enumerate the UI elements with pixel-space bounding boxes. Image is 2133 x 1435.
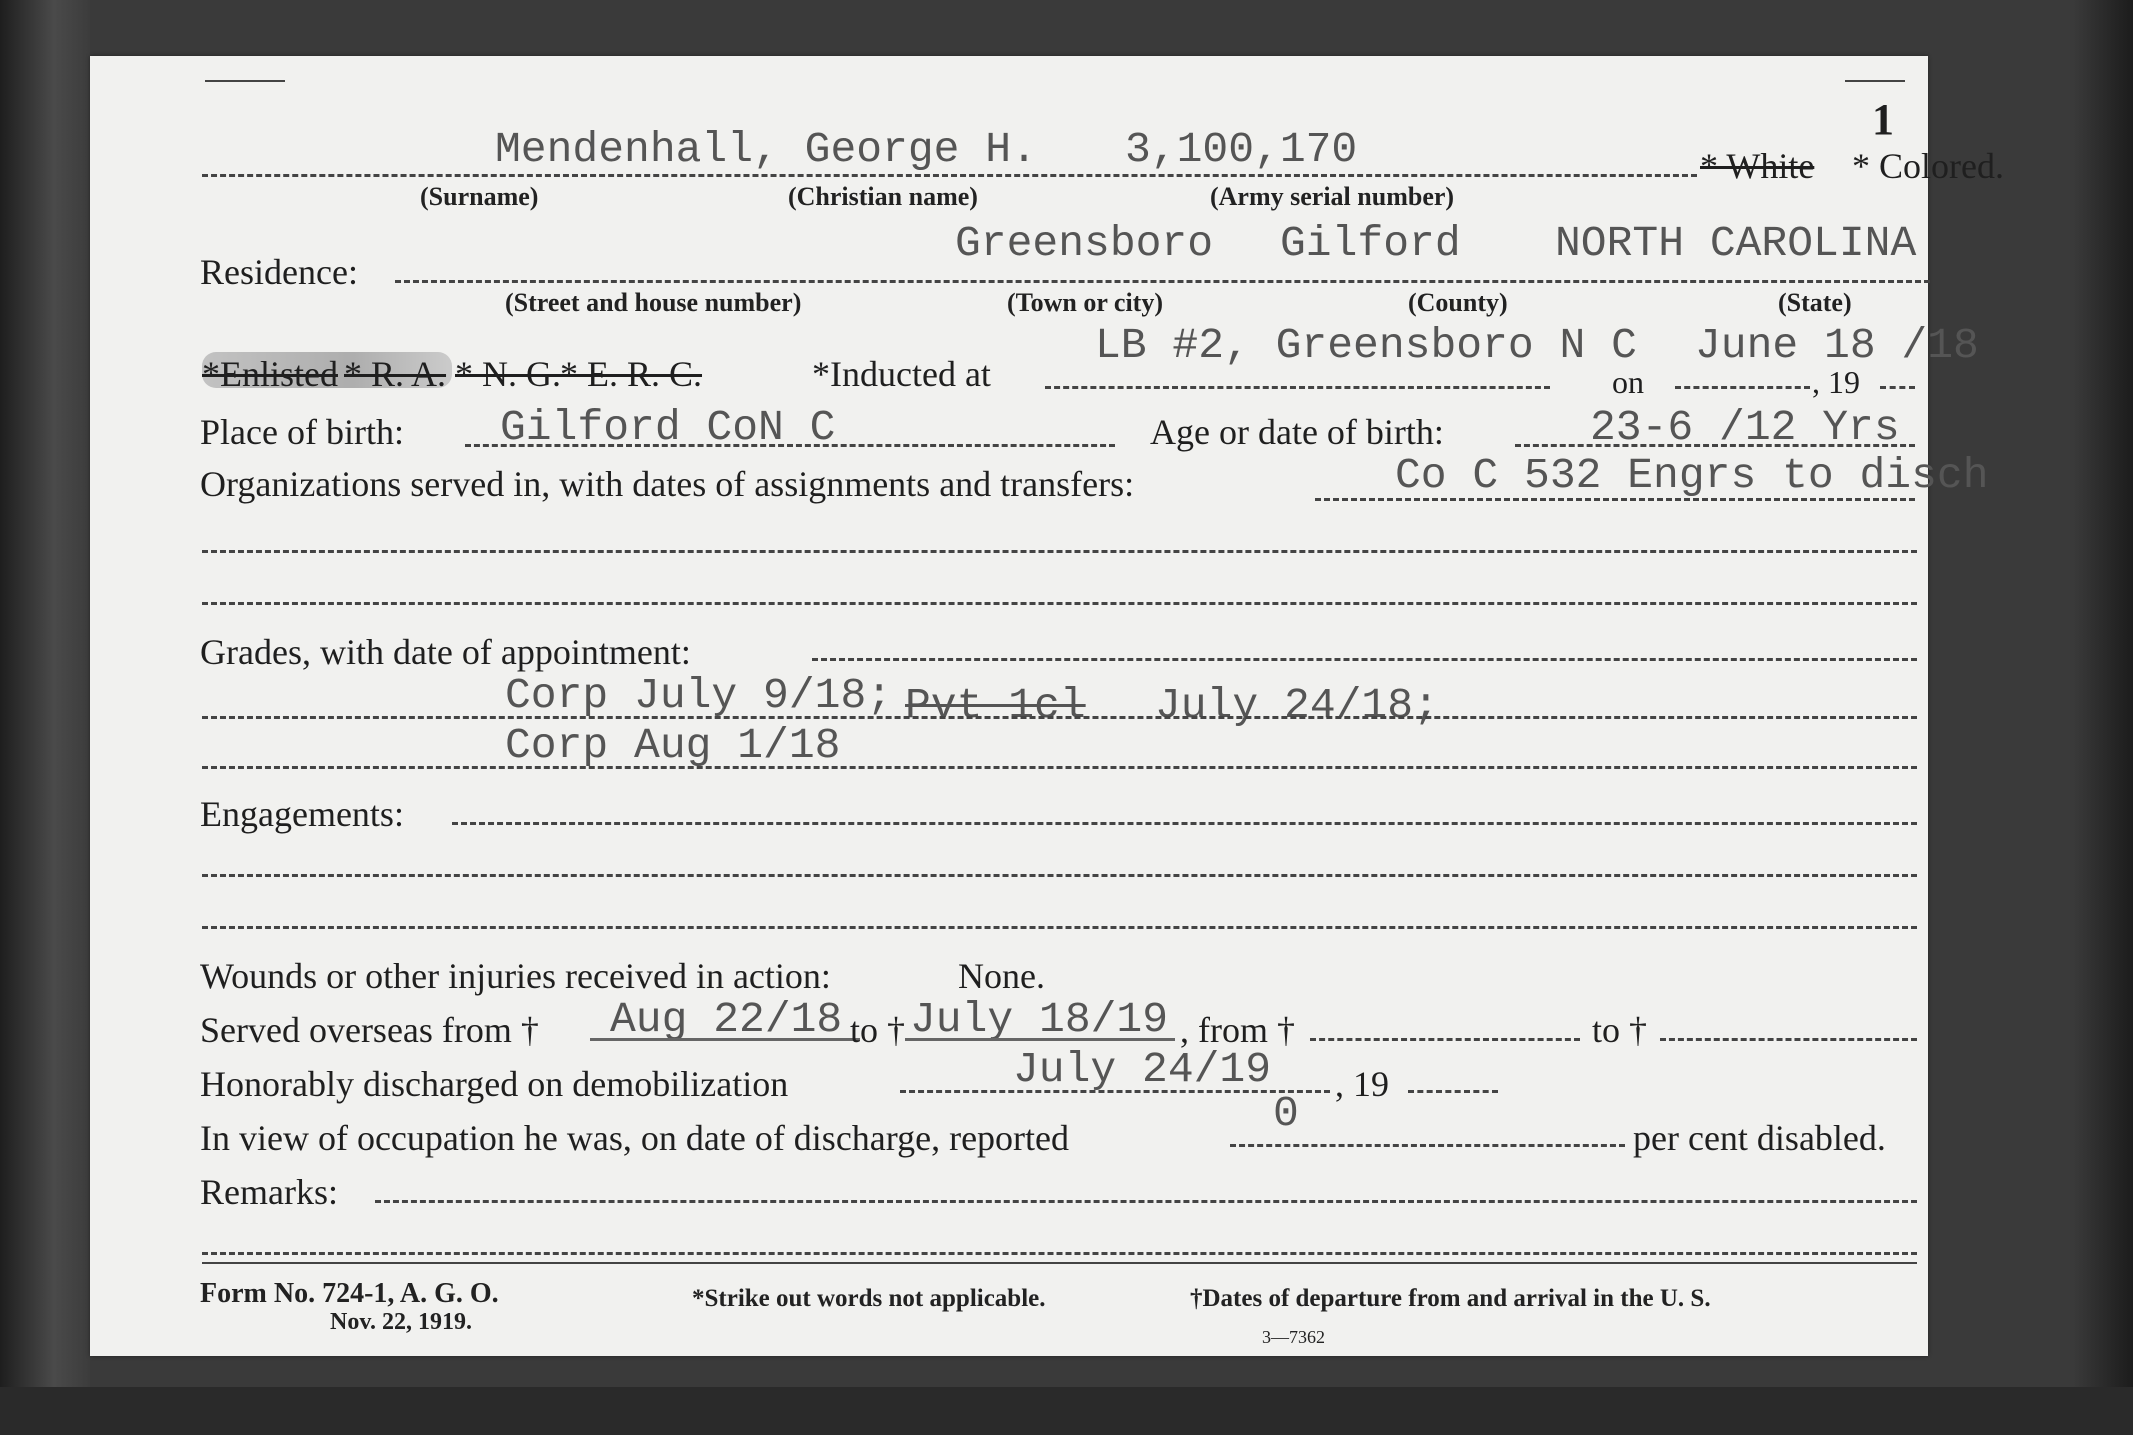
form-number: Form No. 724-1, A. G. O.: [200, 1278, 499, 1309]
dates-note: †Dates of departure from and arrival in the U. S.: [1190, 1285, 1711, 1312]
induction-date: June 18 /18: [1695, 321, 1979, 370]
place-of-birth: Gilford CoN C: [500, 403, 836, 452]
enlisted-struck: *Enlisted: [202, 354, 338, 394]
discharge-date: July 24/19: [1013, 1045, 1272, 1094]
organizations-line-3: [202, 602, 1917, 605]
overseas-from2-line: [1310, 1038, 1580, 1041]
discharge-year-line: [1408, 1090, 1498, 1093]
strike-note: *Strike out words not applicable.: [692, 1285, 1046, 1312]
residence-state: NORTH CAROLINA: [1555, 219, 1917, 268]
disability-percent: 0: [1273, 1089, 1299, 1138]
organizations-line-2: [202, 550, 1917, 553]
discharge-year-label: , 19: [1335, 1064, 1389, 1104]
place-of-birth-label: Place of birth:: [200, 412, 404, 452]
remarks-label: Remarks:: [200, 1172, 338, 1212]
overseas-from-line: [590, 1038, 860, 1041]
race-white-struck: * White: [1700, 146, 1815, 186]
service-record-card: [90, 56, 2004, 1356]
grade-july-24: July 24/18;: [1155, 681, 1439, 730]
label-county: (County): [1408, 288, 1508, 317]
label-street: (Street and house number): [505, 288, 802, 317]
discharge-label: Honorably discharged on demobilization: [200, 1064, 789, 1104]
wounds-label: Wounds or other injuries received in action:: [200, 956, 831, 996]
disability-suffix: per cent disabled.: [1633, 1118, 1886, 1158]
year-label-induction: , 19: [1812, 364, 1860, 400]
inducted-line: [1045, 386, 1550, 389]
discharge-line: [900, 1090, 1330, 1093]
age-line: [1515, 444, 1915, 447]
disability-line: [1230, 1144, 1625, 1147]
on-label: on: [1612, 364, 1644, 400]
overseas-to2-line: [1660, 1038, 1917, 1041]
grades-line-1: [812, 658, 1917, 661]
grades-line-3: [202, 766, 1917, 769]
overseas-to-label: to †: [850, 1010, 906, 1050]
overseas-to-line: [905, 1038, 1175, 1041]
grades-line-2: [202, 716, 1917, 719]
overseas-to2-label: to †: [1592, 1010, 1648, 1050]
wounds-value: None.: [958, 956, 1045, 996]
grade-pvt-1cl-struck: Pvt 1cl: [905, 681, 1086, 730]
disability-label: In view of occupation he was, on date of discharge, reported: [200, 1118, 1070, 1158]
remarks-line-2: [202, 1252, 1917, 1255]
label-serial-number: (Army serial number): [1210, 182, 1455, 211]
grade-corp-july: Corp July 9/18;: [505, 671, 893, 720]
scan-left-edge: [0, 0, 90, 1435]
scan-right-edge: [2073, 0, 2133, 1435]
organizations-line-1: [1315, 498, 1915, 501]
label-state: (State): [1778, 288, 1852, 317]
residence-label: Residence:: [200, 252, 358, 292]
inducted-label: *Inducted at: [812, 354, 991, 394]
label-surname: (Surname): [420, 182, 539, 211]
ra-struck: * R. A.: [344, 354, 447, 394]
age-value: 23-6 /12 Yrs: [1590, 403, 1900, 452]
organizations-value: Co C 532 Engrs to disch: [1395, 451, 1989, 500]
grades-label: Grades, with date of appointment:: [200, 632, 691, 672]
form-date: Nov. 22, 1919.: [330, 1309, 473, 1335]
organizations-label: Organizations served in, with dates of assignments and transfers:: [200, 464, 1135, 504]
erc-struck: * E. R. C.: [560, 354, 703, 394]
grade-corp-aug: Corp Aug 1/18: [505, 721, 841, 770]
label-town: (Town or city): [1007, 288, 1163, 317]
engagements-label: Engagements:: [200, 794, 404, 834]
label-christian-name: (Christian name): [788, 182, 978, 211]
overseas-from-date: Aug 22/18: [610, 995, 843, 1044]
overseas-from2-label: , from †: [1180, 1010, 1295, 1050]
remarks-line-1: [375, 1200, 1917, 1203]
on-line: [1675, 386, 1810, 389]
army-serial-number: 3,100,170: [1125, 125, 1358, 174]
year-line-induction: [1880, 386, 1915, 389]
overseas-label: Served overseas from †: [200, 1010, 539, 1050]
top-left-rule: [205, 80, 285, 82]
name-line: [202, 174, 1697, 177]
engagements-line-3: [202, 926, 1917, 929]
footer-rule: [202, 1262, 1917, 1264]
card-number: 1: [1872, 95, 1894, 144]
residence-county: Gilford: [1280, 219, 1461, 268]
scan-bottom-edge: [0, 1387, 2133, 1435]
place-of-birth-line: [465, 444, 1115, 447]
residence-town: Greensboro: [955, 219, 1214, 268]
race-colored: * Colored.: [1852, 146, 2004, 186]
top-right-rule: [1845, 80, 1905, 82]
engagements-line-2: [202, 874, 1917, 877]
ng-struck: * N. G.: [455, 354, 561, 394]
age-label: Age or date of birth:: [1150, 412, 1444, 452]
overseas-to-date: July 18/19: [910, 995, 1169, 1044]
inducted-at: LB #2, Greensboro N C: [1095, 321, 1637, 370]
engagements-line-1: [452, 822, 1917, 825]
residence-line: [395, 280, 1930, 283]
soldier-name: Mendenhall, George H.: [495, 125, 1037, 174]
print-code: 3—7362: [1262, 1327, 1325, 1347]
